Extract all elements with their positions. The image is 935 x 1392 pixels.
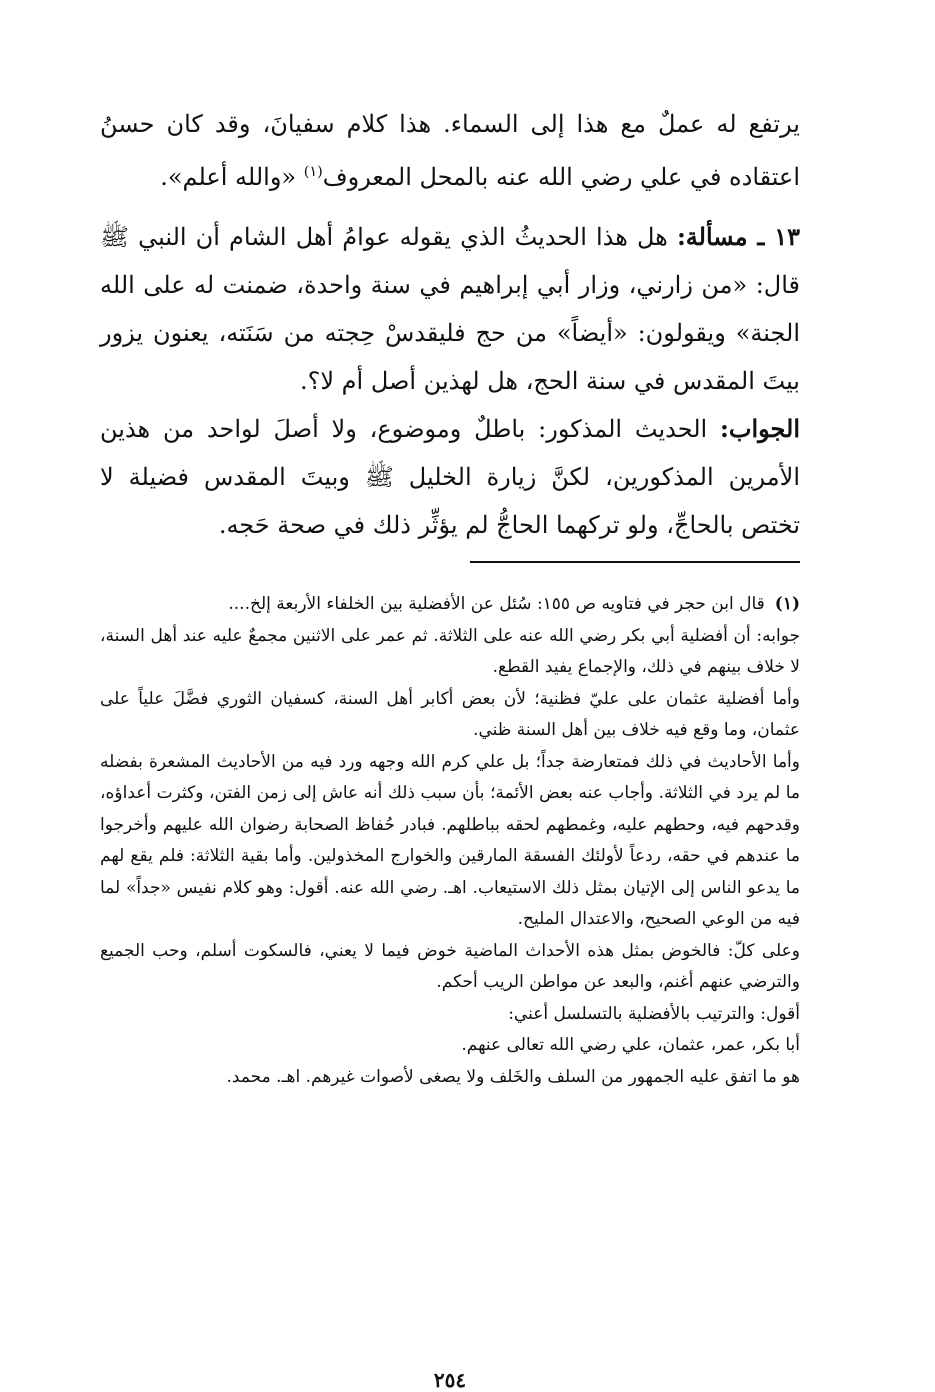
footnote-line: وأما أفضلية عثمان على عليّ فظنية؛ لأن بعض أكابر أهل السنة، كسفيان الثوري فضَّلَ علياً على عثمان، وما وقع فيه خلاف بين أهل السنة ظني. bbox=[100, 688, 800, 740]
question-text: هل هذا الحديثُ الذي يقوله عوامُ أهل الشام أن النبي ﷺ قال: «من زارني، وزار أبي إبراهيم في سنة واحدة، ضمنت له على الله الجنة» ويقولون: «أيضاً» من حج فليقدسْ حِجته من سَنَته، يعنون يزور بيتَ المقدس في سنة الحج، هل لهذين أصل أم لا؟. bbox=[100, 223, 800, 395]
footnote-line: وأما الأحاديث في ذلك فمتعارضة جداً؛ بل علي كرم الله وجهه ورد فيه من الأحاديث المشعرة بفضله ما لم يرد في الثلاثة. وأجاب عنه بعض الأئمة؛ بأن سبب ذلك أنه عاش إلى زمن الفتن، وكثرت أعداؤه، وقدحهم فيه، وحطهم عليه، وغمطهم لحقه بباطلهم. فبادر حُفاظ الصحابة رضوان الله عليهم وأخرجوا ما عندهم في حقه، ردعاً لأولئك الفسقة المارقين والخوارج المخذولين. وأما بقية الثلاثة: فلم يقع لهم ما يدعو الناس إلى الإتيان بمثل ذلك الاستيعاب. اهـ. رضي الله عنه. أقول: وهو كلام نفيس «جداً» لما فيه من الوعي الصحيح، والاعتدال المليح. bbox=[100, 751, 800, 929]
answer-label: الجواب: bbox=[720, 414, 800, 443]
footnotes bbox=[100, 589, 800, 1093]
footnote-reference[interactable]: (١) bbox=[303, 164, 323, 180]
answer-text: الحديث المذكور: باطلٌ وموضوع، ولا أصلَ لواحد من هذين الأمرين المذكورين، لكنَّ زيارة الخليل ﷺ وبيتَ المقدس فضيلة لا تختص بالحاجِّ، ولو تركهما الحاجُّ لم يؤثِّر ذلك في صحة حَجه. bbox=[100, 415, 800, 539]
footnote-line: أبا بكر، عمر، عثمان، علي رضي الله تعالى عنهم. bbox=[461, 1035, 800, 1055]
page-number: ٢٥٤ bbox=[433, 1368, 467, 1392]
footnote-marker: (١) bbox=[774, 594, 800, 614]
question-label: ١٣ ـ مسألة: bbox=[676, 222, 801, 251]
paragraph-1-end: «والله أعلم». bbox=[160, 163, 304, 191]
paragraph-1 bbox=[100, 100, 800, 201]
question-paragraph bbox=[100, 213, 800, 405]
footnote-line: جوابه: أن أفضلية أبي بكر رضي الله عنه على الثلاثة. ثم عمر على الاثنين مجمعٌ عليه عند أهل السنة، لا خلاف بينهم في ذلك، والإجماع يفيد القطع. bbox=[100, 625, 800, 677]
footnote-line: أقول: والترتيب بالأفضلية بالتسلسل أعني: bbox=[508, 1003, 800, 1024]
footnote-line: هو ما اتفق عليه الجمهور من السلف والخَلف ولا يصغى لأصوات غيرهم. اهـ. محمد. bbox=[226, 1066, 800, 1087]
footnote-line-text: قال ابن حجر في فتاويه ص ١٥٥: سُئل عن الأفضلية بين الخلفاء الأربعة إلخ.... bbox=[228, 594, 765, 614]
paragraph-1-text: يرتفع له عملٌ مع هذا إلى السماء. هذا كلام سفيانَ، وقد كان حسنُ اعتقاده في علي رضي الله عنه بالمحل المعروف bbox=[100, 110, 800, 191]
book-page bbox=[100, 100, 801, 1392]
footnote-line: وعلى كلّ: فالخوض بمثل هذه الأحداث الماضية خوض فيما لا يعني، فالسكوت أسلم، وحب الجميع والترضي عنهم أغنم، والبعد عن مواطن الريب أحكم. bbox=[100, 940, 800, 992]
footnote-line bbox=[100, 589, 800, 621]
answer-paragraph bbox=[100, 405, 800, 549]
main-text bbox=[100, 100, 800, 549]
footnote-divider bbox=[470, 561, 800, 563]
